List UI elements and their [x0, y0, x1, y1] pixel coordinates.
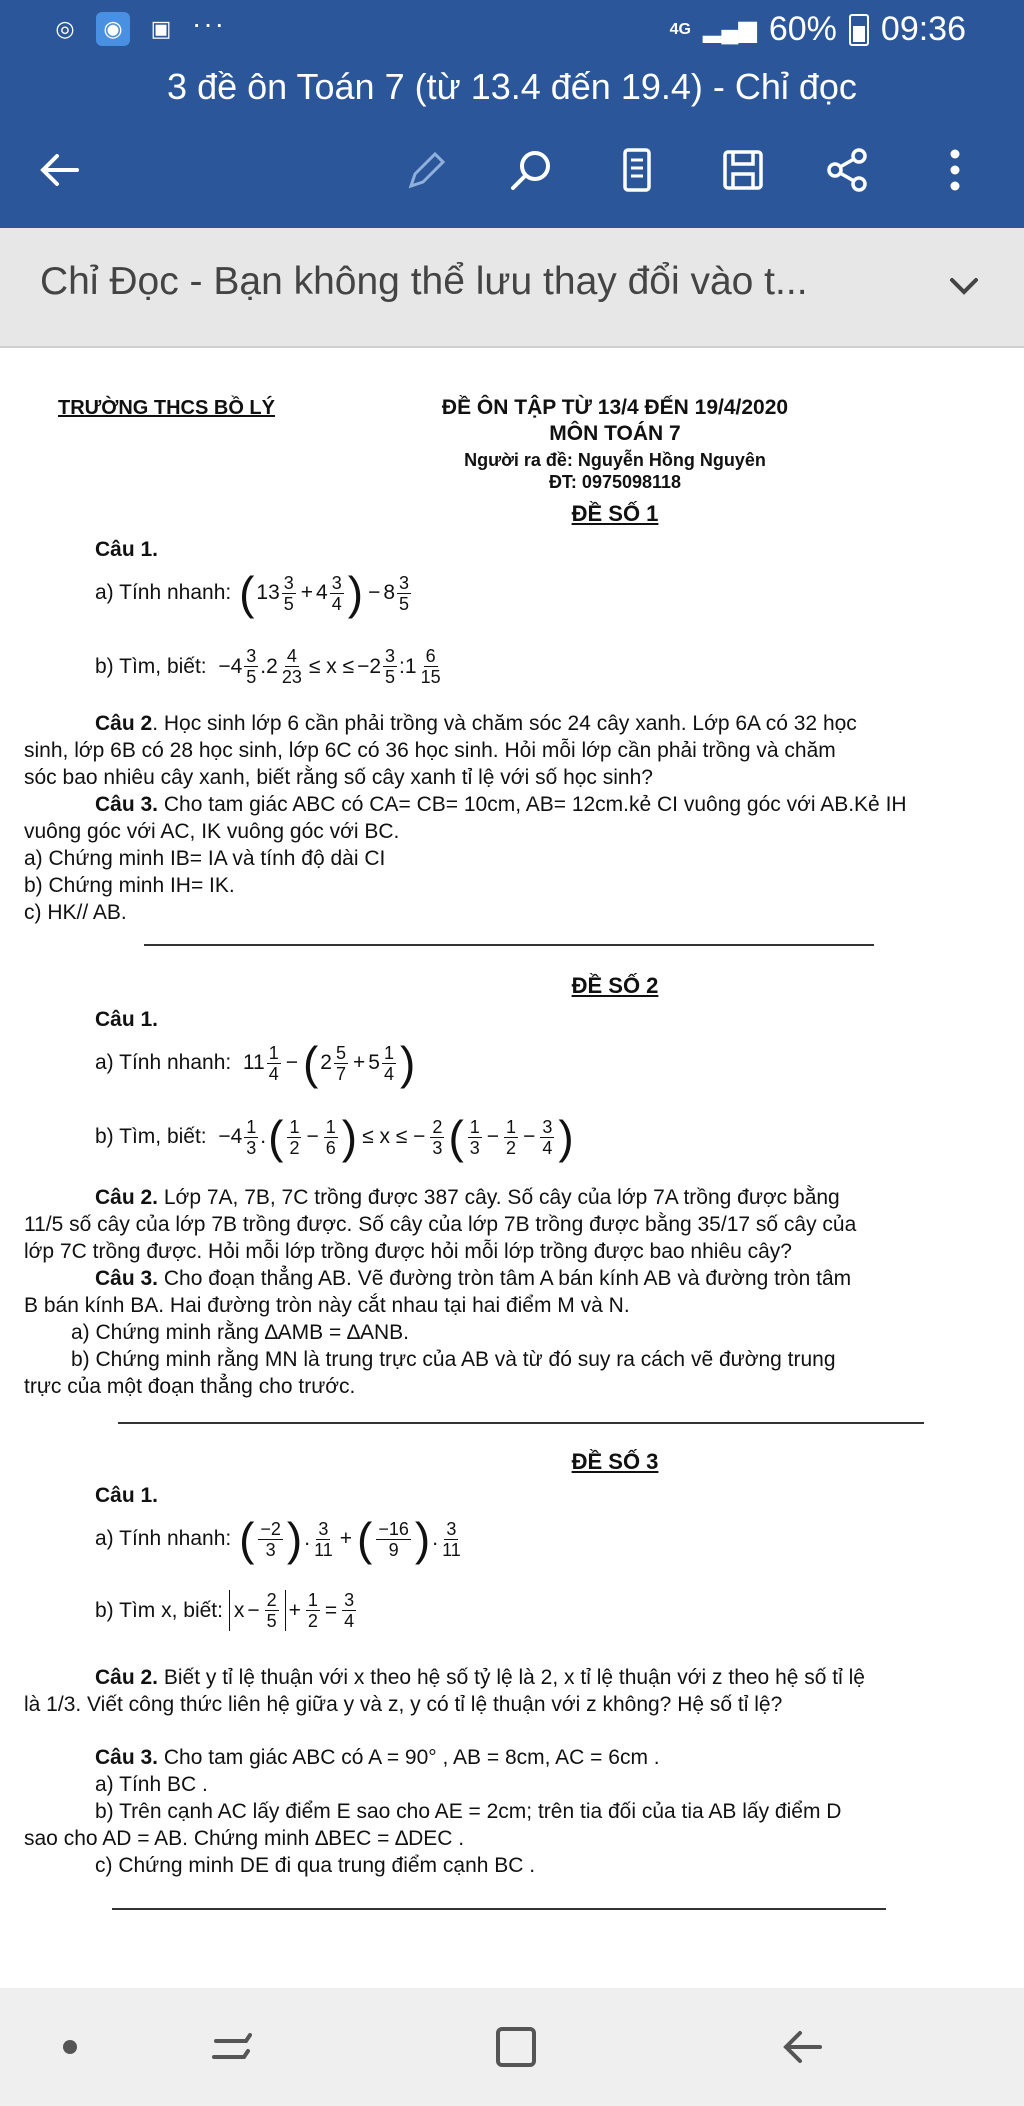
more-options-button[interactable]: [920, 130, 990, 210]
image-icon: ▣: [150, 16, 172, 41]
s3-q1b-label: b) Tìm x, biết:: [95, 1598, 223, 1622]
s1-q1b: b) Tìm, biết: −4 $\frac{3}{5}$ .2 $\frac{4}{23}$ ≤ x ≤ −2 $\frac{3}{5}$ :1 $\frac{6}{15}$: [95, 646, 441, 687]
wifi-hotspot-icon: ◉: [96, 12, 130, 46]
s2-q1a: a) Tính nhanh: 11 $\frac{1}{4}$ − ( 2 $\frac{5}{7}$ + 5 $\frac{1}{4}$ ): [95, 1037, 416, 1089]
s1-q2-label: Câu 2: [95, 712, 153, 735]
network-type: 4G: [669, 20, 691, 38]
s1-q3-c: c) HK// AB.: [24, 901, 127, 924]
s3-q1-label: Câu 1.: [95, 1484, 159, 1507]
s2-q2-label: Câu 2.: [95, 1186, 159, 1209]
phone: ĐT: 0975098118: [548, 472, 682, 492]
s2-q3: [24, 1265, 851, 1400]
s2-q1b: b) Tìm, biết: −4 $\frac{1}{3}$ . ( $\frac{1}{2}$ − $\frac{1}{6}$ ) ≤ x ≤ − $\frac{2}{3}$ ( $\frac{1}{3}$ − $\frac{1}{2}$ − $\frac{3}{4}$ ): [95, 1111, 574, 1163]
divider-3: [112, 1908, 886, 1910]
s1-q1a: a) Tính nhanh: ( 13 $\frac{3}{5}$ + 4 $\frac{3}{4}$ ) − 8 $\frac{3}{5}$: [95, 567, 410, 619]
s3-q3-label: Câu 3.: [95, 1746, 159, 1769]
search-icon: [505, 144, 557, 196]
read-only-banner[interactable]: [0, 228, 1024, 348]
s1-q1-label: Câu 1.: [95, 538, 159, 561]
home-button[interactable]: [476, 2012, 556, 2082]
s2-q3-line2: B bán kính BA. Hai đường tròn này cắt nhau tại hai điểm M và N.: [24, 1294, 630, 1317]
chevron-down-icon[interactable]: [944, 268, 984, 304]
s2-q3-line1: Cho đoạn thẳng AB. Vẽ đường tròn tâm A bán kính AB và đường tròn tâm: [163, 1267, 852, 1290]
s3-q1a: a) Tính nhanh: ( $\frac{-2}{3}$ ) . $\frac{3}{11}$ + ( $\frac{-16}{9}$ ) . $\frac{3}{11}$: [95, 1513, 461, 1565]
s2-q3-b-line1: b) Chứng minh rằng MN là trung trực của AB và từ đó suy ra cách vẽ đường trung: [71, 1348, 836, 1371]
signal-icon: ▂▄▆: [702, 16, 757, 43]
navigation-bar: [0, 1988, 1024, 2106]
s3-q3-line1: Cho tam giác ABC có A = 90° , AB = 8cm, AC = 6cm .: [163, 1746, 660, 1769]
reading-view-button[interactable]: [602, 130, 672, 210]
s1-q2-line1: . Học sinh lớp 6 cần phải trồng và chăm sóc 24 cây xanh. Lớp 6A có 32 học: [152, 712, 857, 735]
battery-percent: 60%: [768, 10, 837, 48]
back-arrow-icon: [33, 144, 85, 196]
share-icon: [821, 144, 873, 196]
banner-message: Chỉ Đọc - Bạn không thể lưu thay đổi vào t...: [40, 260, 808, 303]
dot-icon: [60, 2037, 80, 2057]
s3-q3-b-line1: b) Trên cạnh AC lấy điểm E sao cho AE = 2cm; trên tia đối của tia AB lấy điểm D: [95, 1800, 842, 1823]
toolbar: [0, 130, 1024, 210]
recent-apps-button[interactable]: [192, 2012, 272, 2082]
s1-q2-line3: sóc bao nhiêu cây xanh, biết rằng số cây xanh tỉ lệ với số học sinh?: [24, 766, 653, 789]
s2-q3-a: a) Chứng minh rằng ∆AMB = ∆ANB.: [71, 1321, 409, 1344]
s2-q2-line2: 11/5 số cây của lớp 7B trồng được. Số cây của lớp 7B trồng được bằng 35/17 số cây của: [24, 1213, 857, 1236]
s3-q3: [24, 1744, 841, 1879]
divider-2: [118, 1422, 924, 1424]
s1-q3-a: a) Chứng minh IB= IA và tính độ dài CI: [24, 847, 386, 870]
school-name: TRƯỜNG THCS BỒ LÝ: [58, 397, 275, 419]
s3-q3-c: c) Chứng minh DE đi qua trung điểm cạnh BC .: [95, 1854, 536, 1877]
author: Người ra đề: Nguyễn Hồng Nguyên: [464, 450, 766, 470]
battery-icon: [849, 14, 869, 46]
save-button[interactable]: [708, 130, 778, 210]
document-title: 3 đề ôn Toán 7 (từ 13.4 đến 19.4) - Chỉ đọc: [167, 66, 857, 107]
pencil-icon: [401, 144, 453, 196]
share-button[interactable]: [812, 130, 882, 210]
exam-heading: ĐỀ ÔN TẬP TỪ 13/4 ĐẾN 19/4/2020: [441, 396, 789, 419]
s3-q2-line2: là 1/3. Viết công thức liên hệ giữa y và z, y có tỉ lệ thuận với z không? Hệ số tỉ lệ?: [24, 1693, 783, 1716]
s2-q1b-label: b) Tìm, biết:: [95, 1125, 207, 1148]
subject: MÔN TOÁN 7: [549, 422, 681, 445]
s2-q1a-label: a) Tính nhanh:: [95, 1051, 232, 1074]
s3-q1b: b) Tìm x, biết: x − $\frac{2}{5}$ + $\frac{1}{2}$ = $\frac{3}{4}$: [95, 1590, 355, 1631]
back-nav-icon: [776, 2021, 828, 2073]
s1-q2-line2: sinh, lớp 6B có 28 học sinh, lớp 6C có 36 học sinh. Hỏi mỗi lớp cần phải trồng và chăm: [24, 739, 836, 762]
document-page: [0, 348, 1024, 1988]
s1-q1b-label: b) Tìm, biết:: [95, 654, 207, 678]
s2-q3-b-line2: trực của một đoạn thẳng cho trước.: [24, 1375, 356, 1398]
section-title-1: ĐỀ SỐ 1: [571, 501, 659, 526]
s1-q3-label: Câu 3.: [95, 793, 159, 816]
s3-q2: [24, 1664, 865, 1718]
back-button[interactable]: [24, 130, 94, 210]
edit-button[interactable]: [392, 130, 462, 210]
section-title-3: ĐỀ SỐ 3: [571, 1449, 659, 1474]
app-header: [0, 0, 1024, 228]
s3-q3-b-line2: sao cho AD = AB. Chứng minh ∆BEC = ∆DEC .: [24, 1827, 465, 1850]
s1-q3-b: b) Chứng minh IH= IK.: [24, 874, 235, 897]
s1-q2: [24, 710, 857, 791]
hotspot-icon: ◎: [55, 16, 75, 41]
home-square-icon: [490, 2021, 542, 2073]
s2-q2-line3: lớp 7C trồng được. Hỏi mỗi lớp trồng được hỏi mỗi lớp trồng được bao nhiêu cây?: [24, 1240, 792, 1263]
s1-q3-line1: Cho tam giác ABC có CA= CB= 10cm, AB= 12cm.kẻ CI vuông góc với AB.Kẻ IH: [163, 793, 907, 816]
s1-q1a-label: a) Tính nhanh:: [95, 581, 232, 604]
divider-1: [144, 944, 874, 946]
s2-q2-line1: Lớp 7A, 7B, 7C trồng được 387 cây. Số cây của lớp 7A trồng được bằng: [163, 1186, 840, 1209]
back-nav-button[interactable]: [762, 2012, 842, 2082]
s1-q3-line2: vuông góc với AC, IK vuông góc với BC.: [24, 820, 400, 843]
recent-apps-icon: [206, 2021, 258, 2073]
s3-q2-label: Câu 2.: [95, 1666, 159, 1689]
s3-q1a-label: a) Tính nhanh:: [95, 1527, 232, 1550]
s2-q1-label: Câu 1.: [95, 1008, 159, 1031]
s3-q2-line1: Biết y tỉ lệ thuận với x theo hệ số tỷ lệ là 2, x tỉ lệ thuận với z theo hệ số tỉ lệ: [163, 1666, 865, 1689]
clock: 09:36: [880, 10, 966, 48]
more-notifications-icon: ···: [192, 8, 226, 39]
s2-q3-label: Câu 3.: [95, 1267, 159, 1290]
s2-q2: [24, 1184, 856, 1265]
nav-dot-button[interactable]: [30, 2012, 110, 2082]
s1-q3: [24, 791, 907, 926]
s3-q3-a: a) Tính BC .: [95, 1773, 208, 1796]
status-bar: [0, 0, 1024, 62]
save-icon: [717, 144, 769, 196]
phone-view-icon: [611, 144, 663, 196]
more-vertical-icon: [929, 144, 981, 196]
search-button[interactable]: [496, 130, 566, 210]
section-title-2: ĐỀ SỐ 2: [571, 973, 659, 998]
